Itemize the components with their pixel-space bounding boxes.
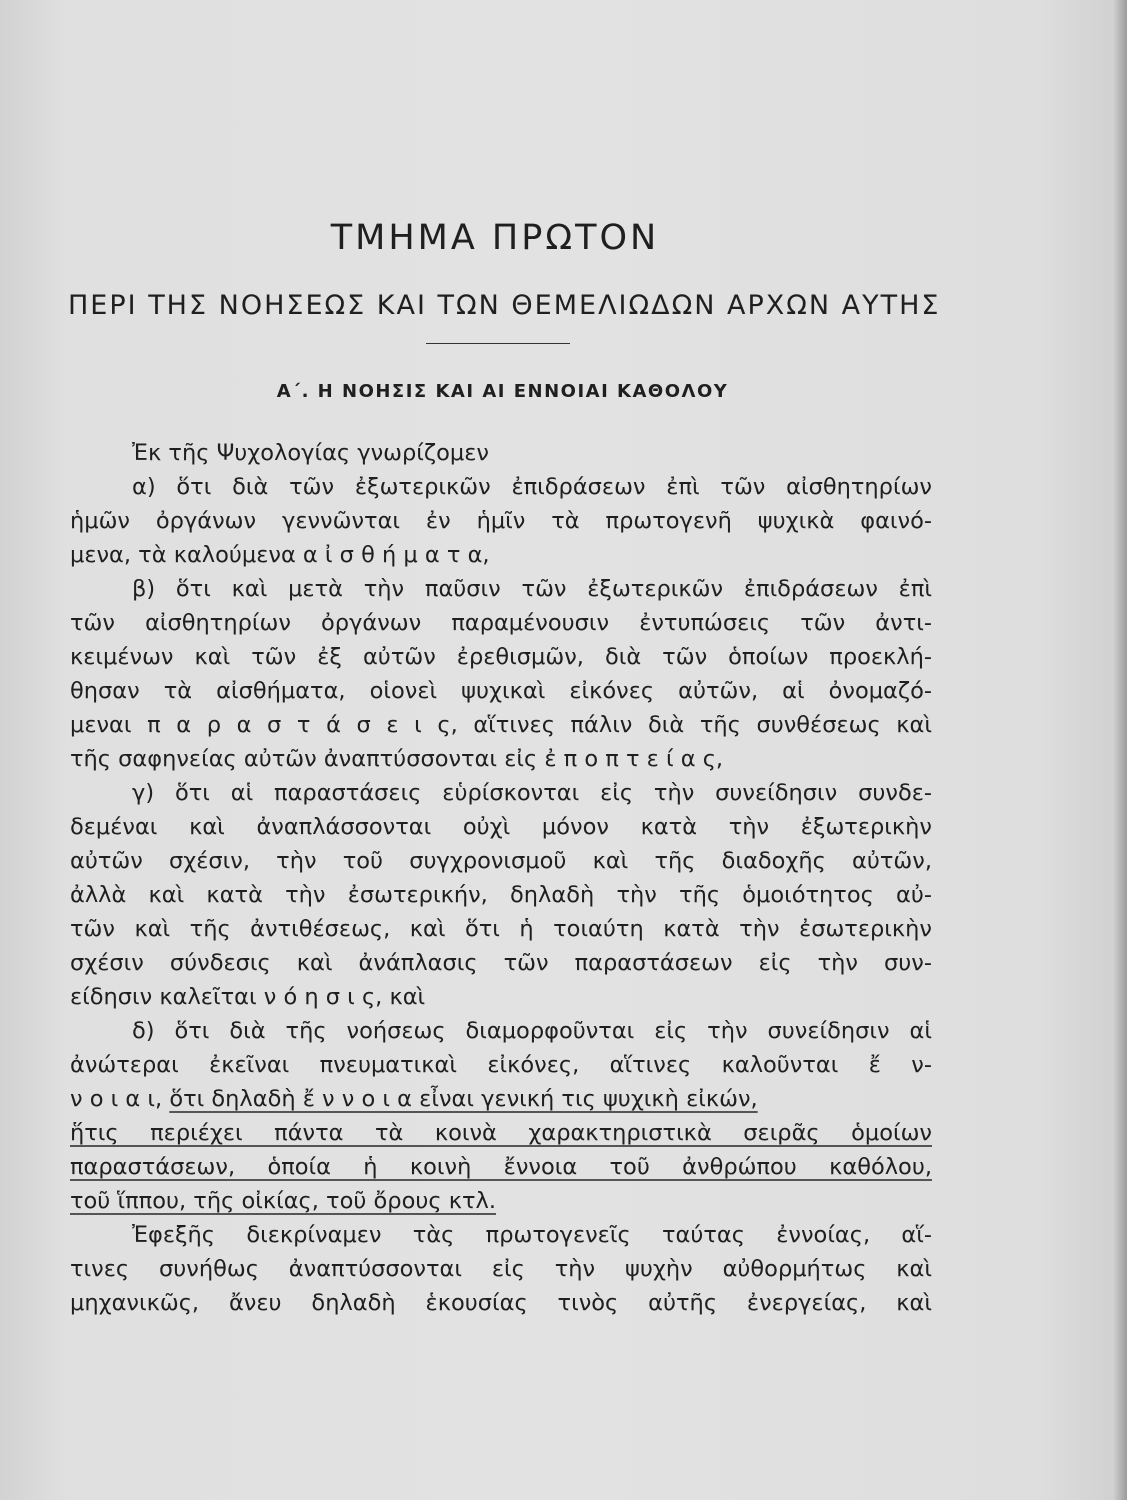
text-line: τινες συνήθως ἀναπτύσσονται εἰς τὴν ψυχὴν αὐθορμήτως καὶ: [70, 1256, 932, 1282]
text-line: τῶν αἰσθητηρίων ὀργάνων παραμένουσιν ἐντυπώσεις τῶν ἀντι-: [70, 610, 932, 636]
text-line: ἀλλὰ καὶ κατὰ τὴν ἐσωτερικήν, δηλαδὴ τὴν τῆς ὁμοιότητος αὐ-: [70, 882, 932, 908]
text-line: α) ὅτι διὰ τῶν ἐξωτερικῶν ἐπιδράσεων ἐπὶ τῶν αἰσθητηρίων: [132, 474, 932, 500]
text-line: μηχανικῶς, ἄνευ δηλαδὴ ἑκουσίας τινὸς αὐτῆς ἐνεργείας, καὶ: [70, 1290, 932, 1316]
text-line: μεναι π α ρ α σ τ ά σ ε ι ς, αἵτινες πάλιν διὰ τῆς συνθέσεως καὶ: [70, 712, 932, 738]
text-line: θησαν τὰ αἰσθήματα, οἱονεὶ ψυχικαὶ εἰκόνες αὐτῶν, αἱ ὀνομαζό-: [70, 678, 932, 704]
text-line: [70, 1184, 932, 1218]
text-line: Ἐκ τῆς Ψυχολογίας γνωρίζομεν: [132, 440, 489, 466]
text-line: δ) ὅτι διὰ τῆς νοήσεως διαμορφοῦνται εἰς τὴν συνείδησιν αἱ: [132, 1018, 932, 1044]
text-line: ἀνώτεραι ἐκεῖναι πνευματικαὶ εἰκόνες, αἵτινες καλοῦνται ἔ ν-: [70, 1052, 932, 1078]
text-line: β) ὅτι καὶ μετὰ τὴν παῦσιν τῶν ἐξωτερικῶν ἐπιδράσεων ἐπὶ: [132, 576, 932, 602]
text-line: αὐτῶν σχέσιν, τὴν τοῦ συγχρονισμοῦ καὶ τῆς διαδοχῆς αὐτῶν,: [70, 848, 932, 874]
text-line: σχέσιν σύνδεσις καὶ ἀνάπλασις τῶν παραστάσεων εἰς τὴν συν-: [70, 950, 932, 976]
text-line: τῆς σαφηνείας αὐτῶν ἀναπτύσσονται εἰς ἐ π ο π τ ε ί α ς,: [70, 746, 724, 772]
text-line: Ἐφεξῆς διεκρίναμεν τὰς πρωτογενεῖς ταύτας ἐννοίας, αἵ-: [132, 1222, 932, 1248]
text-line: [70, 1082, 932, 1116]
page-edge-shadow: [1113, 0, 1127, 1500]
underlined-line: παραστάσεων, ὁποία ἡ κοινὴ ἔννοια τοῦ ἀνθρώπου καθόλου,: [70, 1154, 932, 1180]
body-text: [70, 436, 932, 1320]
section-title: ΤΜΗΜΑ ΠΡΩΤΟΝ: [330, 218, 660, 258]
subsection-heading: Α΄. Η ΝΟΗΣΙΣ ΚΑΙ ΑΙ ΕΝΝΟΙΑΙ ΚΑΘΟΛΟΥ: [276, 381, 729, 402]
text-fragment: ν ο ι α ι,: [70, 1086, 170, 1112]
text-line: γ) ὅτι αἱ παραστάσεις εὑρίσκονται εἰς τὴν συνείδησιν συνδε-: [132, 780, 932, 806]
chapter-title: ΠΕΡΙ ΤΗΣ ΝΟΗΣΕΩΣ ΚΑΙ ΤΩΝ ΘΕΜΕΛΙΩΔΩΝ ΑΡΧΩΝ ΑΥΤΗΣ: [68, 290, 941, 321]
text-line: κειμένων καὶ τῶν ἐξ αὐτῶν ἐρεθισμῶν, διὰ τῶν ὁποίων προεκλή-: [70, 644, 932, 670]
text-line: μενα, τὰ καλούμενα α ἰ σ θ ή μ α τ α,: [70, 542, 490, 568]
underlined-definition: τοῦ ἵππου, τῆς οἰκίας, τοῦ ὄρους κτλ.: [70, 1188, 496, 1214]
divider-rule: [426, 343, 570, 344]
text-line: τῶν καὶ τῆς ἀντιθέσεως, καὶ ὅτι ἡ τοιαύτη κατὰ τὴν ἐσωτερικὴν: [70, 916, 932, 942]
text-line: ἡμῶν ὀργάνων γεννῶνται ἐν ἡμῖν τὰ πρωτογενῆ ψυχικὰ φαινό-: [70, 508, 932, 534]
underlined-definition: ὅτι δηλαδὴ ἔ ν ν ο ι α εἶναι γενική τις ψυχικὴ εἰκών,: [169, 1086, 758, 1112]
underlined-line: ἥτις περιέχει πάντα τὰ κοινὰ χαρακτηριστικὰ σειρᾶς ὁμοίων: [70, 1120, 932, 1146]
text-line: δεμέναι καὶ ἀναπλάσσονται οὐχὶ μόνον κατὰ τὴν ἐξωτερικὴν: [70, 814, 932, 840]
text-line: είδησιν καλεῖται ν ό η σ ι ς, καὶ: [70, 984, 426, 1010]
